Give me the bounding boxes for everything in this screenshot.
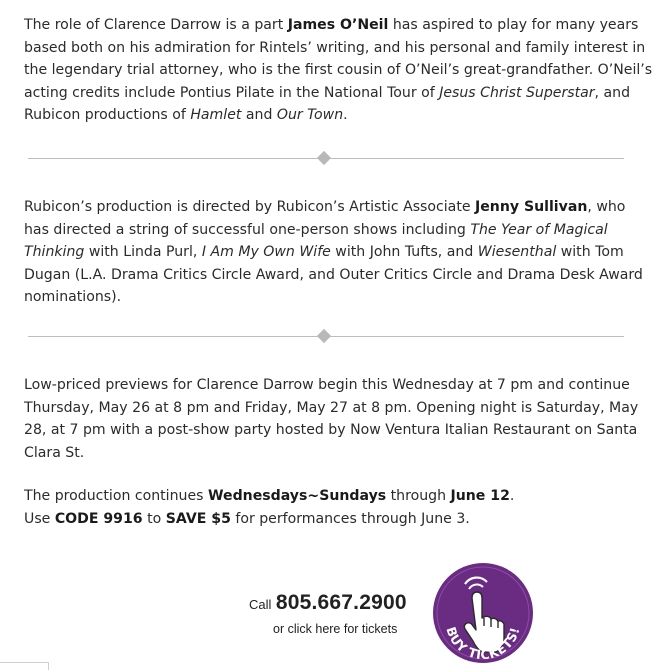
section-divider	[28, 151, 624, 165]
call-line	[249, 591, 407, 615]
section-divider	[28, 329, 624, 343]
paragraph-run-dates: The production continues Wednesdays~Sundays through June 12. Use CODE 9916 to SAVE $5 for performances through June 3.	[24, 488, 515, 527]
director-name: Jenny Sullivan	[475, 199, 588, 215]
actor-name: James O’Neil	[287, 17, 389, 33]
paragraph-actor-bio: The role of Clarence Darrow is a part James O’Neil has aspired to play for many years based both on his admiration for Rintels’ writing, and his personal and family interest in the legendary trial attorney, who is the first cousin of O’Neil’s great-grandfather. O’Neil’s acting credits include Pontius Pilate in the National Tour of Jesus Christ Superstar, and Rubicon productions of Hamlet and Our Town.	[24, 17, 653, 123]
phone-number[interactable]: 805.667.2900	[275, 591, 407, 614]
diamond-ornament-icon	[317, 329, 331, 343]
buy-tickets-button[interactable]	[432, 562, 534, 664]
paragraph-previews: Low-priced previews for Clarence Darrow begin this Wednesday at 7 pm and continue Thursday, May 26 at 8 pm and Friday, May 27 at 8 pm. Opening night is Saturday, May 28, at 7 pm with a post-show party hosted by Now Ventura Italian Restaurant on Santa Clara St.	[24, 377, 639, 461]
buy-tickets-label: BUY TICKETS!	[443, 624, 523, 663]
call-label: Call	[249, 597, 272, 612]
promo-code: CODE 9916	[54, 510, 143, 527]
diamond-ornament-icon	[317, 151, 331, 165]
tickets-link[interactable]: or click here for tickets	[273, 622, 398, 636]
paragraph-director-bio: Rubicon’s production is directed by Rubicon’s Artistic Associate Jenny Sullivan, who has directed a string of successful one-person shows including The Year of Magical Thinking with Linda Purl, I Am My Own Wife with John Tufts, and Wiesenthal with Tom Dugan (L.A. Drama Critics Circle Award, and Outer Critics Circle and Drama Desk Award nominations).	[24, 199, 643, 305]
buy-tickets-badge-icon	[432, 562, 534, 664]
